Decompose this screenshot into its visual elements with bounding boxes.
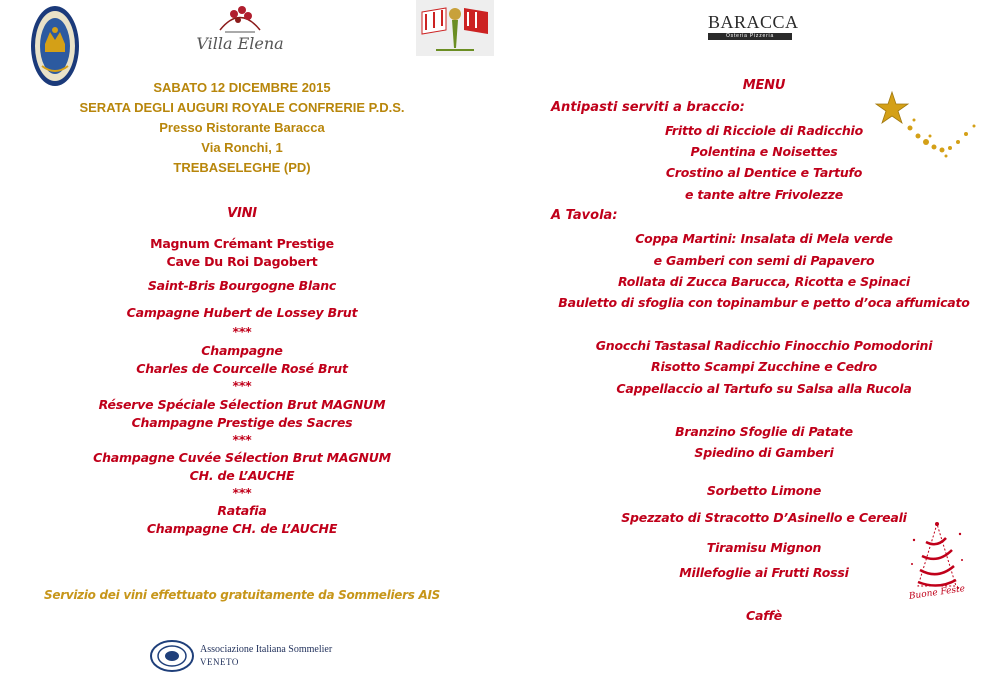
villa-elena-logo <box>190 0 290 58</box>
shooting-star-decoration <box>874 90 980 162</box>
ais-emblem-icon <box>150 640 194 672</box>
wine-line: Ratafia <box>217 503 267 518</box>
wine-separator: *** <box>232 432 252 447</box>
menu-item: Polentina e Noisettes <box>690 144 838 159</box>
menu-item: Tiramisu Mignon <box>706 540 822 555</box>
menu-item: Fritto di Ricciole di Radicchio <box>664 123 864 138</box>
event-address: Via Ronchi, 1 <box>201 140 283 155</box>
ais-name: Associazione Italiana Sommelier <box>200 644 333 655</box>
menu-item: Risotto Scampi Zucchine e Cedro <box>651 359 877 374</box>
christmas-tree-decoration <box>908 520 966 610</box>
flags-image <box>416 0 494 56</box>
menu-item: Cappellaccio al Tartufo su Salsa alla Rucola <box>616 381 912 396</box>
menu-item: Crostino al Dentice e Tartufo <box>665 165 863 180</box>
menu-item: Spezzato di Stracotto D’Asinello e Cereali <box>621 510 907 525</box>
wine-line: Réserve Spéciale Sélection Brut MAGNUM <box>98 397 386 412</box>
wine-line: Champagne Cuvée Sélection Brut MAGNUM <box>93 450 391 465</box>
menu-item: Coppa Martini: Insalata di Mela verde <box>635 231 893 246</box>
menu-item: Bauletto di sfoglia con topinambur e petto d’oca affumicato <box>558 295 970 310</box>
event-venue: Presso Ristorante Baracca <box>159 120 325 135</box>
menu-item: Caffè <box>746 608 782 623</box>
menu-item: Spiedino di Gamberi <box>694 445 834 460</box>
villa-elena-text: Villa Elena <box>196 34 284 53</box>
wine-separator: *** <box>232 485 252 500</box>
event-city: TREBASELEGHE (PD) <box>173 160 311 175</box>
wine-line: Champagne <box>201 343 283 358</box>
wine-line: Champagne Prestige des Sacres <box>131 415 353 430</box>
buone-feste-text: Buone Feste <box>908 584 966 602</box>
wine-line: Cave Du Roi Dagobert <box>166 254 318 269</box>
baracca-logo <box>708 12 799 39</box>
wine-separator: *** <box>232 378 252 393</box>
event-date: SABATO 12 DICEMBRE 2015 <box>153 80 331 95</box>
antipasti-label: Antipasti serviti a braccio: <box>551 100 745 115</box>
tavola-label: A Tavola: <box>551 208 618 223</box>
ais-region: VENETO <box>200 657 239 667</box>
ais-logo <box>150 640 350 674</box>
baracca-wordmark: BARACCA <box>708 12 799 32</box>
wine-line: Champagne CH. de L’AUCHE <box>146 521 338 536</box>
menu-item: Millefoglie ai Frutti Rossi <box>679 565 849 580</box>
menu-item: Rollata di Zucca Barucca, Ricotta e Spinaci <box>617 274 911 289</box>
menu-item: e tante altre Frivolezze <box>685 187 843 202</box>
menu-item: Gnocchi Tastasal Radicchio Finocchio Pomodorini <box>595 338 933 353</box>
baracca-subtitle: Osteria Pizzeria <box>708 33 792 40</box>
wine-line: CH. de L’AUCHE <box>189 468 295 483</box>
menu-heading: MENU <box>742 78 786 93</box>
wine-separator: *** <box>232 324 252 339</box>
left-column <box>40 0 444 684</box>
menu-item: e Gamberi con semi di Papavero <box>653 253 875 268</box>
menu-item: Sorbetto Limone <box>706 483 822 498</box>
wine-line: Charles de Courcelle Rosé Brut <box>136 361 348 376</box>
confrerie-crest-logo <box>30 4 80 88</box>
menu-item: Branzino Sfoglie di Patate <box>675 424 853 439</box>
wines-heading: VINI <box>227 206 257 221</box>
wine-service-note: Servizio dei vini effettuato gratuitamente da Sommeliers AIS <box>44 588 440 602</box>
wine-line: Saint-Bris Bourgogne Blanc <box>147 278 337 293</box>
event-title: SERATA DEGLI AUGURI ROYALE CONFRERIE P.D.S. <box>79 100 405 115</box>
wine-line: Magnum Crémant Prestige <box>150 236 334 251</box>
wine-line: Campagne Hubert de Lossey Brut <box>126 305 358 320</box>
